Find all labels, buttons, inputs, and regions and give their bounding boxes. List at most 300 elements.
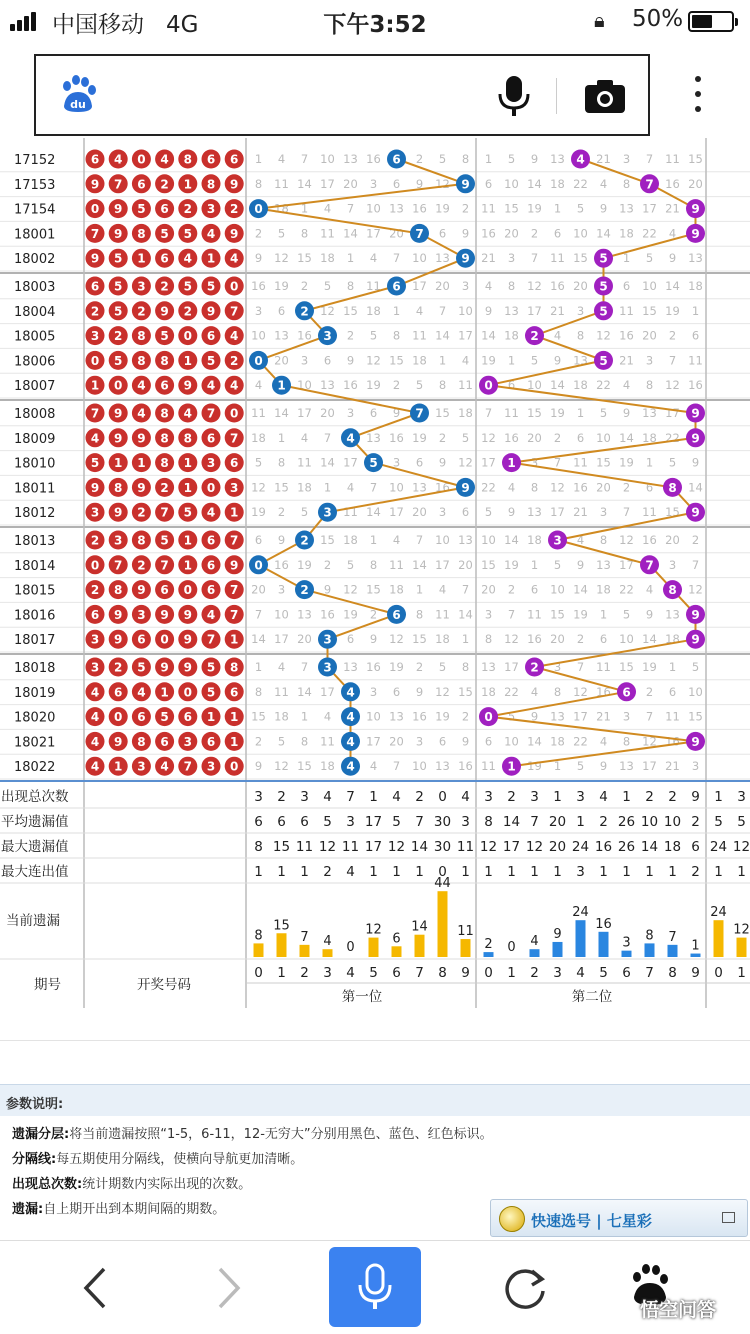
omission-value: 18: [274, 201, 289, 216]
back-icon[interactable]: [78, 1265, 114, 1311]
stat-value: 6: [691, 839, 700, 855]
omission-value: 8: [576, 328, 585, 343]
stat-value: 4: [599, 789, 608, 805]
stat-value: 2: [668, 789, 677, 805]
pos1-ball-digit: 5: [369, 456, 378, 471]
omission-value: 15: [527, 406, 542, 420]
omission-bar-label: 11: [457, 924, 474, 940]
stat-value: 2: [277, 789, 286, 805]
omission-value: 9: [415, 684, 424, 699]
omission-value: 12: [435, 176, 450, 191]
period-label: 17152: [14, 153, 56, 168]
omission-value: 1: [484, 152, 493, 166]
draw-ball-digit: 5: [160, 533, 169, 548]
stat-value: 1: [645, 864, 654, 880]
omission-value: 7: [392, 251, 401, 266]
omission-value: 12: [596, 328, 611, 343]
params-title: 参数说明:: [0, 1084, 750, 1116]
omission-value: 10: [251, 328, 266, 343]
draw-ball-digit: 8: [230, 660, 239, 675]
draw-ball-digit: 4: [206, 505, 216, 520]
period-label: 18008: [14, 407, 56, 422]
omission-value: 3: [346, 406, 355, 420]
omission-value: 10: [504, 734, 519, 749]
draw-ball-digit: 5: [160, 226, 169, 241]
draw-ball-digit: 9: [230, 177, 239, 192]
omission-value: 17: [458, 328, 473, 343]
omission-value: 14: [596, 226, 611, 241]
draw-ball-digit: 7: [114, 177, 123, 192]
omission-value: 14: [251, 632, 266, 647]
refresh-icon[interactable]: [502, 1265, 548, 1311]
omission-value: 3: [438, 505, 447, 520]
omission-value: 2: [622, 480, 631, 495]
stat-value: 1: [576, 814, 585, 830]
draw-ball-digit: 1: [206, 710, 216, 725]
omission-value: 5: [438, 152, 447, 166]
omission-value: 11: [297, 455, 312, 470]
stat-value: 12: [479, 839, 498, 855]
omission-value: 20: [504, 226, 519, 241]
stat-value: 10: [663, 814, 682, 830]
omission-value: 6: [438, 734, 447, 749]
omission-bar-label: 0: [507, 940, 516, 955]
omission-value: 14: [688, 480, 703, 495]
footer-digit: 5: [599, 965, 608, 981]
omission-value: 10: [389, 480, 404, 495]
omission-value: 22: [573, 176, 588, 191]
draw-ball-digit: 4: [137, 378, 146, 393]
omission-value: 6: [461, 505, 470, 520]
pos1-ball-digit: 0: [254, 202, 263, 217]
omission-value: 8: [622, 176, 631, 191]
draw-ball-digit: 5: [137, 202, 146, 217]
draw-ball-digit: 7: [90, 406, 100, 421]
draw-ball-digit: 5: [183, 505, 192, 520]
stat-value: 12: [732, 839, 750, 855]
pos2-ball-digit: 3: [553, 533, 562, 548]
draw-ball-digit: 1: [114, 759, 123, 774]
omission-value: 13: [389, 201, 404, 216]
omission-value: 11: [504, 406, 519, 420]
stat-value: 20: [548, 839, 567, 855]
pos1-ball-digit: 0: [254, 353, 263, 368]
pos1-ball-digit: 9: [461, 480, 470, 495]
draw-ball-digit: 1: [230, 710, 239, 725]
omission-value: 20: [320, 406, 335, 420]
stat-value: 1: [392, 864, 401, 880]
omission-value: 6: [277, 303, 286, 318]
omission-value: 2: [461, 709, 470, 724]
period-label: 18013: [14, 534, 56, 549]
omission-value: 4: [369, 251, 378, 266]
omission-value: 14: [527, 734, 542, 749]
omission-value: 15: [458, 684, 473, 699]
omission-value: 3: [484, 607, 493, 622]
stat-value: 14: [410, 839, 429, 855]
pos2-ball-digit: 5: [599, 279, 608, 294]
draw-ball-digit: 5: [137, 660, 146, 675]
omission-value: 1: [599, 607, 608, 622]
omission-value: 7: [415, 533, 424, 547]
omission-value: 5: [507, 709, 516, 724]
omission-value: 18: [320, 251, 335, 266]
draw-ball-digit: 9: [114, 505, 123, 520]
omission-value: 3: [530, 455, 539, 470]
draw-ball-digit: 8: [160, 406, 169, 421]
omission-value: 6: [484, 734, 493, 749]
draw-ball-digit: 4: [206, 378, 216, 393]
omission-value: 16: [550, 279, 565, 293]
draw-ball-digit: 9: [206, 304, 216, 319]
omission-value: 10: [504, 176, 519, 191]
draw-ball-digit: 5: [160, 710, 169, 725]
camera-icon[interactable]: [584, 78, 626, 114]
draw-ball-digit: 9: [137, 431, 146, 446]
period-label: 18021: [14, 735, 56, 751]
omission-value: 18: [550, 176, 565, 191]
draw-ball-digit: 6: [90, 279, 100, 294]
omission-value: 18: [665, 632, 680, 647]
stat-value: 5: [392, 814, 401, 830]
pos1-ball-digit: 7: [415, 226, 424, 241]
omission-value: 5: [369, 328, 378, 343]
period-label: 18003: [14, 280, 56, 295]
omission-value: 11: [642, 505, 657, 520]
draw-ball-digit: 6: [206, 533, 216, 548]
draw-ball-digit: 1: [183, 177, 192, 192]
omission-value: 20: [458, 557, 473, 572]
omission-value: 12: [320, 303, 335, 318]
omission-value: 7: [346, 201, 355, 216]
omission-value: 6: [507, 378, 516, 393]
omission-value: 18: [389, 582, 404, 597]
period-label: 18011: [14, 481, 56, 497]
omission-value: 8: [300, 226, 309, 241]
omission-value: 17: [435, 557, 450, 572]
omission-value: 9: [369, 632, 378, 647]
draw-ball-digit: 7: [114, 558, 123, 573]
draw-ball-digit: 8: [137, 329, 146, 344]
pos1-ball-digit: 4: [346, 759, 355, 774]
omission-value: 22: [665, 430, 680, 445]
omission-bar-label: 9: [553, 926, 562, 942]
pos1-ball-digit: 6: [392, 279, 401, 294]
omission-value: 10: [527, 378, 542, 393]
stat-value: 2: [691, 814, 700, 830]
omission-bar-label: 44: [434, 876, 451, 892]
omission-value: 10: [642, 279, 657, 293]
stat-value: 3: [484, 789, 493, 805]
draw-ball-digit: 7: [206, 406, 216, 421]
quick-pick-button[interactable]: [490, 1199, 748, 1237]
draw-ball-digit: 6: [160, 378, 169, 393]
omission-value: 2: [254, 734, 263, 749]
omission-value: 10: [274, 607, 289, 622]
omission-value: 21: [550, 303, 565, 318]
divider: [556, 78, 557, 114]
omission-value: 5: [461, 430, 470, 445]
omission-value: 22: [504, 684, 519, 699]
draw-ball-digit: 2: [230, 353, 239, 368]
pos2-ball-digit: 9: [691, 734, 700, 749]
omission-value: 3: [553, 660, 562, 674]
stat-value: 2: [415, 789, 424, 805]
draw-ball-digit: 6: [160, 251, 169, 266]
stat-value: 2: [691, 864, 700, 880]
omission-value: 5: [530, 353, 539, 368]
draw-ball-digit: 6: [230, 152, 239, 167]
stat-value: 16: [594, 839, 613, 855]
omission-value: 18: [320, 759, 335, 774]
footer-digit: 2: [530, 965, 539, 981]
stat-value: 2: [323, 864, 332, 880]
omission-value: 20: [274, 353, 289, 368]
omission-value: 19: [389, 660, 404, 674]
omission-bar-label: 1: [691, 938, 700, 954]
omission-value: 17: [297, 406, 312, 420]
microphone-icon[interactable]: [494, 74, 534, 118]
omission-value: 18: [527, 533, 542, 547]
omission-value: 19: [619, 455, 634, 470]
period-label: 18005: [14, 329, 56, 345]
draw-ball-digit: 6: [137, 632, 146, 647]
omission-value: 18: [297, 480, 312, 495]
voice-search-button[interactable]: [329, 1247, 421, 1327]
stat-value: 1: [668, 864, 677, 880]
omission-value: 13: [435, 251, 450, 266]
omission-value: 1: [461, 632, 470, 647]
draw-ball-digit: 8: [160, 353, 169, 368]
omission-bar-label: 7: [668, 929, 677, 945]
draw-ball-digit: 5: [206, 279, 216, 294]
period-label: 18016: [14, 608, 56, 624]
omission-value: 15: [297, 759, 312, 774]
stat-value: 30: [433, 839, 452, 855]
omission-value: 13: [688, 251, 703, 266]
omission-value: 14: [412, 557, 427, 572]
omission-value: 8: [438, 378, 447, 393]
omission-value: 2: [346, 328, 355, 343]
omission-value: 12: [550, 480, 565, 495]
stat-value: 3: [576, 864, 585, 880]
draw-ball-digit: 6: [206, 583, 216, 598]
omission-value: 12: [481, 430, 496, 445]
omission-value: 8: [254, 684, 263, 699]
omission-value: 10: [688, 684, 703, 699]
omission-value: 10: [297, 378, 312, 393]
quick-pick-icon: [499, 1206, 525, 1232]
baidu-paw-logo: [58, 74, 98, 114]
draw-ball-digit: 1: [230, 505, 239, 520]
omission-value: 13: [343, 660, 358, 674]
omission-value: 18: [550, 734, 565, 749]
omission-value: 19: [527, 201, 542, 216]
forward-icon[interactable]: [210, 1265, 246, 1311]
omission-value: 11: [481, 201, 496, 216]
omission-value: 15: [550, 607, 565, 622]
omission-value: 11: [550, 251, 565, 266]
omission-value: 13: [619, 201, 634, 216]
draw-ball-digit: 8: [160, 456, 169, 471]
omission-value: 20: [527, 430, 542, 445]
stat-value: 1: [599, 864, 608, 880]
omission-value: 18: [688, 279, 703, 293]
stat-value: 1: [369, 864, 378, 880]
draw-ball-digit: 0: [183, 685, 192, 700]
omission-value: 5: [691, 660, 700, 674]
pos2-ball-digit: 9: [691, 406, 700, 421]
omission-value: 11: [343, 505, 358, 520]
omission-value: 8: [461, 152, 470, 166]
draw-ball-digit: 4: [183, 406, 192, 421]
stat-label: 最大连出值: [1, 864, 69, 880]
omission-value: 1: [323, 480, 332, 495]
omission-value: 9: [530, 709, 539, 724]
stat-value: 1: [622, 864, 631, 880]
omission-value: 16: [527, 632, 542, 647]
period-label: 18015: [14, 583, 56, 599]
period-label: 18020: [14, 710, 56, 726]
draw-ball-digit: 4: [230, 329, 239, 344]
watermark: 悟空问答: [640, 1299, 717, 1321]
omission-value: 18: [573, 378, 588, 393]
more-icon[interactable]: [686, 76, 710, 118]
omission-value: 20: [550, 632, 565, 647]
omission-value: 10: [596, 430, 611, 445]
draw-ball-digit: 5: [183, 279, 192, 294]
omission-value: 9: [622, 406, 631, 420]
rotation-lock-icon: 🔒︎: [594, 8, 605, 32]
omission-value: 10: [458, 303, 473, 318]
footer-digit: 8: [438, 965, 447, 981]
stat-value: 1: [507, 864, 516, 880]
omission-value: 3: [415, 734, 424, 749]
omission-value: 8: [484, 632, 493, 647]
draw-ball-digit: 5: [160, 329, 169, 344]
omission-value: 21: [619, 353, 634, 368]
stat-value: 18: [663, 839, 682, 855]
omission-bar-label: 15: [273, 918, 290, 934]
omission-value: 10: [412, 251, 427, 266]
draw-ball-digit: 4: [90, 685, 100, 700]
omission-value: 4: [553, 328, 562, 343]
omission-value: 1: [691, 303, 700, 318]
omission-value: 22: [642, 226, 657, 241]
draw-ball-digit: 4: [160, 152, 169, 167]
omission-value: 19: [274, 279, 289, 293]
omission-value: 11: [596, 660, 611, 674]
omission-value: 12: [688, 582, 703, 597]
stat-value: 1: [461, 864, 470, 880]
draw-ball-digit: 0: [230, 759, 239, 774]
omission-value: 13: [343, 152, 358, 166]
omission-value: 11: [412, 328, 427, 343]
omission-value: 9: [645, 607, 654, 622]
footer-digit: 3: [323, 965, 332, 981]
draw-ball-digit: 1: [90, 378, 100, 393]
omission-value: 13: [412, 480, 427, 495]
omission-value: 11: [458, 378, 473, 393]
footer-digit: 0: [484, 965, 493, 981]
omission-value: 11: [274, 684, 289, 699]
omission-value: 15: [642, 303, 657, 318]
draw-ball-digit: 1: [183, 456, 192, 471]
omission-value: 11: [665, 709, 680, 724]
footer-digit: 5: [369, 965, 378, 981]
omission-bar-label: 12: [733, 922, 750, 938]
omission-value: 4: [622, 378, 631, 393]
omission-value: 12: [366, 353, 381, 368]
stat-value: 14: [640, 839, 659, 855]
omission-value: 20: [251, 582, 266, 597]
omission-value: 14: [550, 378, 565, 393]
omission-value: 1: [254, 152, 263, 166]
window-icon[interactable]: [722, 1212, 735, 1223]
draw-ball-digit: 3: [90, 660, 100, 675]
search-bar[interactable]: [34, 54, 650, 136]
omission-value: 1: [254, 660, 263, 674]
omission-value: 15: [573, 251, 588, 266]
quick-pick-label: 快速选号 | 七星彩: [531, 1212, 652, 1230]
draw-ball-digit: 1: [137, 251, 146, 266]
stat-value: 1: [737, 864, 746, 880]
draw-ball-digit: 8: [114, 583, 123, 598]
omission-value: 12: [274, 251, 289, 266]
draw-ball-digit: 4: [114, 152, 123, 167]
stat-value: 24: [709, 839, 728, 855]
omission-value: 7: [300, 152, 309, 166]
draw-ball-digit: 3: [183, 734, 192, 749]
trend-chart: [0, 138, 750, 1008]
pos2-ball-digit: 7: [645, 177, 654, 192]
draw-ball-digit: 1: [160, 685, 169, 700]
footer-digit: 4: [346, 965, 355, 981]
param-item: 遗漏:自上期开出到本期间隔的期数。: [12, 1202, 226, 1217]
omission-value: 20: [665, 533, 680, 547]
omission-value: 15: [688, 709, 703, 724]
omission-value: 1: [507, 353, 516, 368]
omission-value: 13: [619, 759, 634, 774]
omission-value: 5: [277, 226, 286, 241]
footer-digit: 4: [576, 965, 585, 981]
omission-value: 5: [254, 455, 263, 470]
pos1-ball-digit: 9: [461, 251, 470, 266]
stat-value: 1: [530, 864, 539, 880]
stat-value: 1: [484, 864, 493, 880]
param-item: 遗漏分层:将当前遗漏按照“1-5，6-11，12-无穷大”分别用黑色、蓝色、红色标识。: [12, 1127, 493, 1142]
stat-value: 8: [484, 814, 493, 830]
draw-ball-digit: 4: [230, 378, 239, 393]
omission-value: 16: [665, 176, 680, 191]
draw-ball-digit: 9: [90, 480, 100, 495]
stat-value: 1: [300, 864, 309, 880]
omission-value: 7: [645, 152, 654, 166]
omission-value: 4: [576, 533, 585, 547]
omission-value: 14: [642, 632, 657, 647]
draw-ball-digit: 9: [137, 583, 146, 598]
omission-value: 22: [596, 378, 611, 393]
draw-ball-digit: 8: [137, 533, 146, 548]
stat-label: 最大遗漏值: [1, 839, 69, 855]
omission-value: 8: [645, 378, 654, 393]
omission-value: 2: [461, 201, 470, 216]
omission-bar: [369, 938, 379, 957]
stat-value: 10: [640, 814, 659, 830]
pos2-ball-digit: 5: [599, 353, 608, 368]
omission-value: 4: [645, 582, 654, 597]
draw-ball-digit: 0: [230, 406, 239, 421]
